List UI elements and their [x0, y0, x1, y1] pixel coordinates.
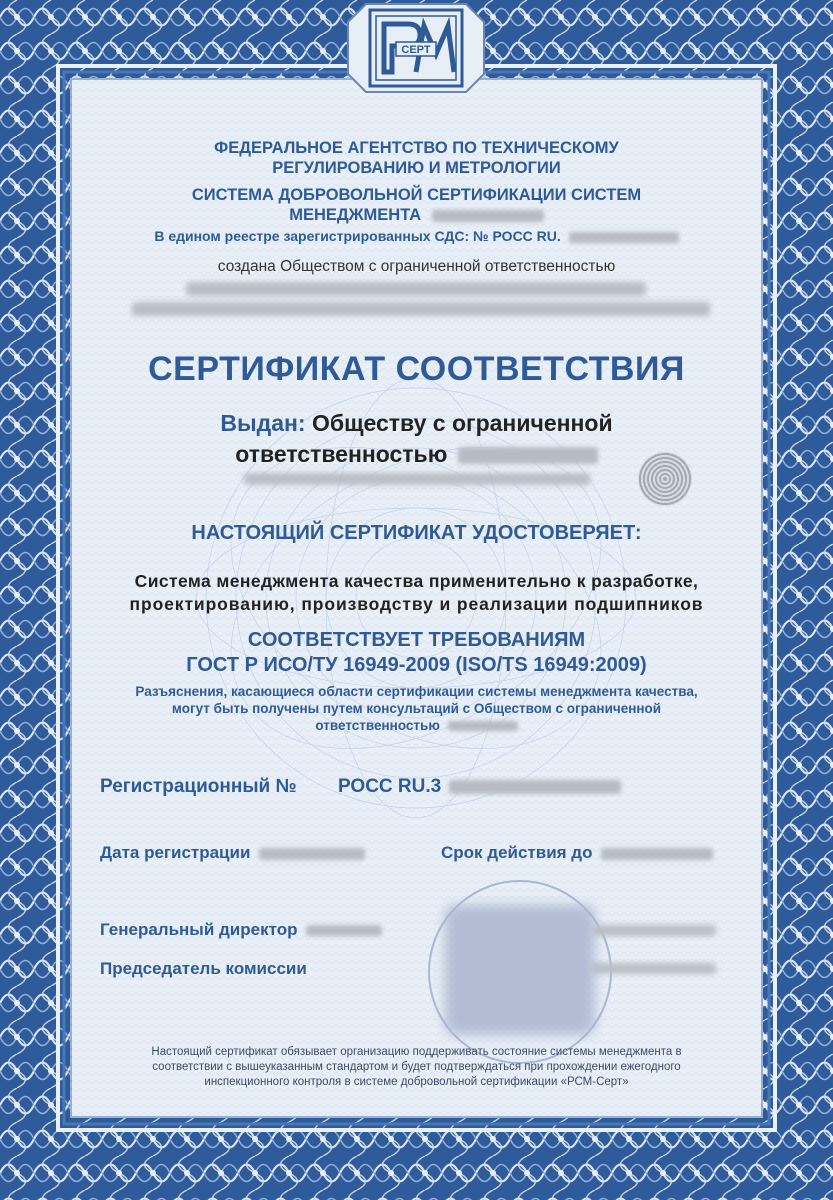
- redacted-registry-number: [569, 232, 679, 243]
- director-label: Генеральный директор: [100, 920, 298, 939]
- redacted-registration-number: [449, 780, 621, 794]
- hologram-mark: [638, 452, 692, 506]
- scope-line-2: проектированию, производству и реализации подшипников: [129, 594, 704, 614]
- redacted-chairman-signature: [590, 963, 716, 974]
- clarification-line-1: Разъяснения, касающиеся области сертификации системы менеджмента качества,: [135, 684, 698, 699]
- redacted-director-signature: [592, 925, 716, 936]
- agency-line-2: РЕГУЛИРОВАНИЮ И МЕТРОЛОГИИ: [272, 159, 561, 177]
- clarification-line-3-wrap: [0, 718, 833, 733]
- issued-line-1: Обществу с ограниченной: [311, 410, 613, 436]
- rsm-cert-logo: [346, 2, 486, 94]
- conformity-line-2: ГОСТ Р ИСО/ТУ 16949-2009 (ISO/TS 16949:2009): [186, 654, 647, 676]
- redacted-valid-until-date: [601, 848, 713, 860]
- issued-line-2-wrap: [0, 441, 833, 468]
- created-by-line: создана Обществом с ограниченной ответственностью: [217, 258, 616, 275]
- redacted-registration-date: [259, 848, 365, 860]
- registry-line-wrap: [0, 228, 833, 244]
- system-line-2-wrap: [0, 206, 833, 225]
- conformity-line-1: СООТВЕТСТВУЕТ ТРЕБОВАНИЯМ: [247, 629, 586, 651]
- redacted-creator-line-1: [186, 282, 646, 296]
- registration-date-wrap: [100, 843, 365, 863]
- scope-line-1: Система менеджмента качества применительно к разработке,: [134, 571, 699, 591]
- redacted-director-name: [306, 925, 382, 936]
- chairman-label: Председатель комиссии: [100, 959, 307, 978]
- clarification-line-3: ответственностью: [315, 718, 440, 733]
- clarification-line-2: могут быть получены путем консультаций с Обществом с ограниченной: [171, 701, 662, 716]
- redacted-creator-line-2: [132, 302, 710, 316]
- redacted-consultant-name: [448, 721, 518, 731]
- redacted-system-name: [432, 210, 544, 222]
- footer-line-2: соответствии с вышеуказанным стандартом и будет подтверждаться при прохождении ежегодного: [152, 1061, 681, 1073]
- registry-line: В едином реестре зарегистрированных СДС: № РОСС RU.: [154, 228, 561, 244]
- valid-until-wrap: [441, 843, 713, 863]
- certifies-heading: НАСТОЯЩИЙ СЕРТИФИКАТ УДОСТОВЕРЯЕТ:: [191, 522, 642, 544]
- system-line-2: МЕНЕДЖМЕНТА: [289, 206, 422, 224]
- redacted-company-name: [458, 447, 598, 464]
- certificate-title: СЕРТИФИКАТ СООТВЕТСТВИЯ: [148, 350, 685, 388]
- issued-line-2: ответственностью: [235, 441, 448, 467]
- redacted-company-address: [244, 473, 590, 485]
- footer-line-3: инспекционного контроля в системе добровольной сертификации «РСМ-Серт»: [204, 1076, 629, 1088]
- logo-text: СЕРТ: [401, 44, 431, 56]
- issued-line-1-wrap: [0, 410, 833, 437]
- registration-label: Регистрационный №: [100, 776, 297, 797]
- valid-until-label: Срок действия до: [441, 843, 593, 862]
- system-line-1: СИСТЕМА ДОБРОВОЛЬНОЙ СЕРТИФИКАЦИИ СИСТЕМ: [191, 186, 642, 204]
- issued-label: Выдан:: [220, 410, 306, 436]
- registration-value: РОСС RU.3: [338, 776, 442, 797]
- registration-date-label: Дата регистрации: [100, 843, 251, 862]
- director-row: [100, 920, 382, 940]
- redacted-stamp: [445, 905, 595, 1035]
- agency-line-1: ФЕДЕРАЛЬНОЕ АГЕНТСТВО ПО ТЕХНИЧЕСКОМУ: [214, 139, 619, 157]
- footer-line-1: Настоящий сертификат обязывает организацию поддерживать состояние системы менеджмента в: [151, 1046, 682, 1058]
- registration-value-wrap: [338, 776, 621, 798]
